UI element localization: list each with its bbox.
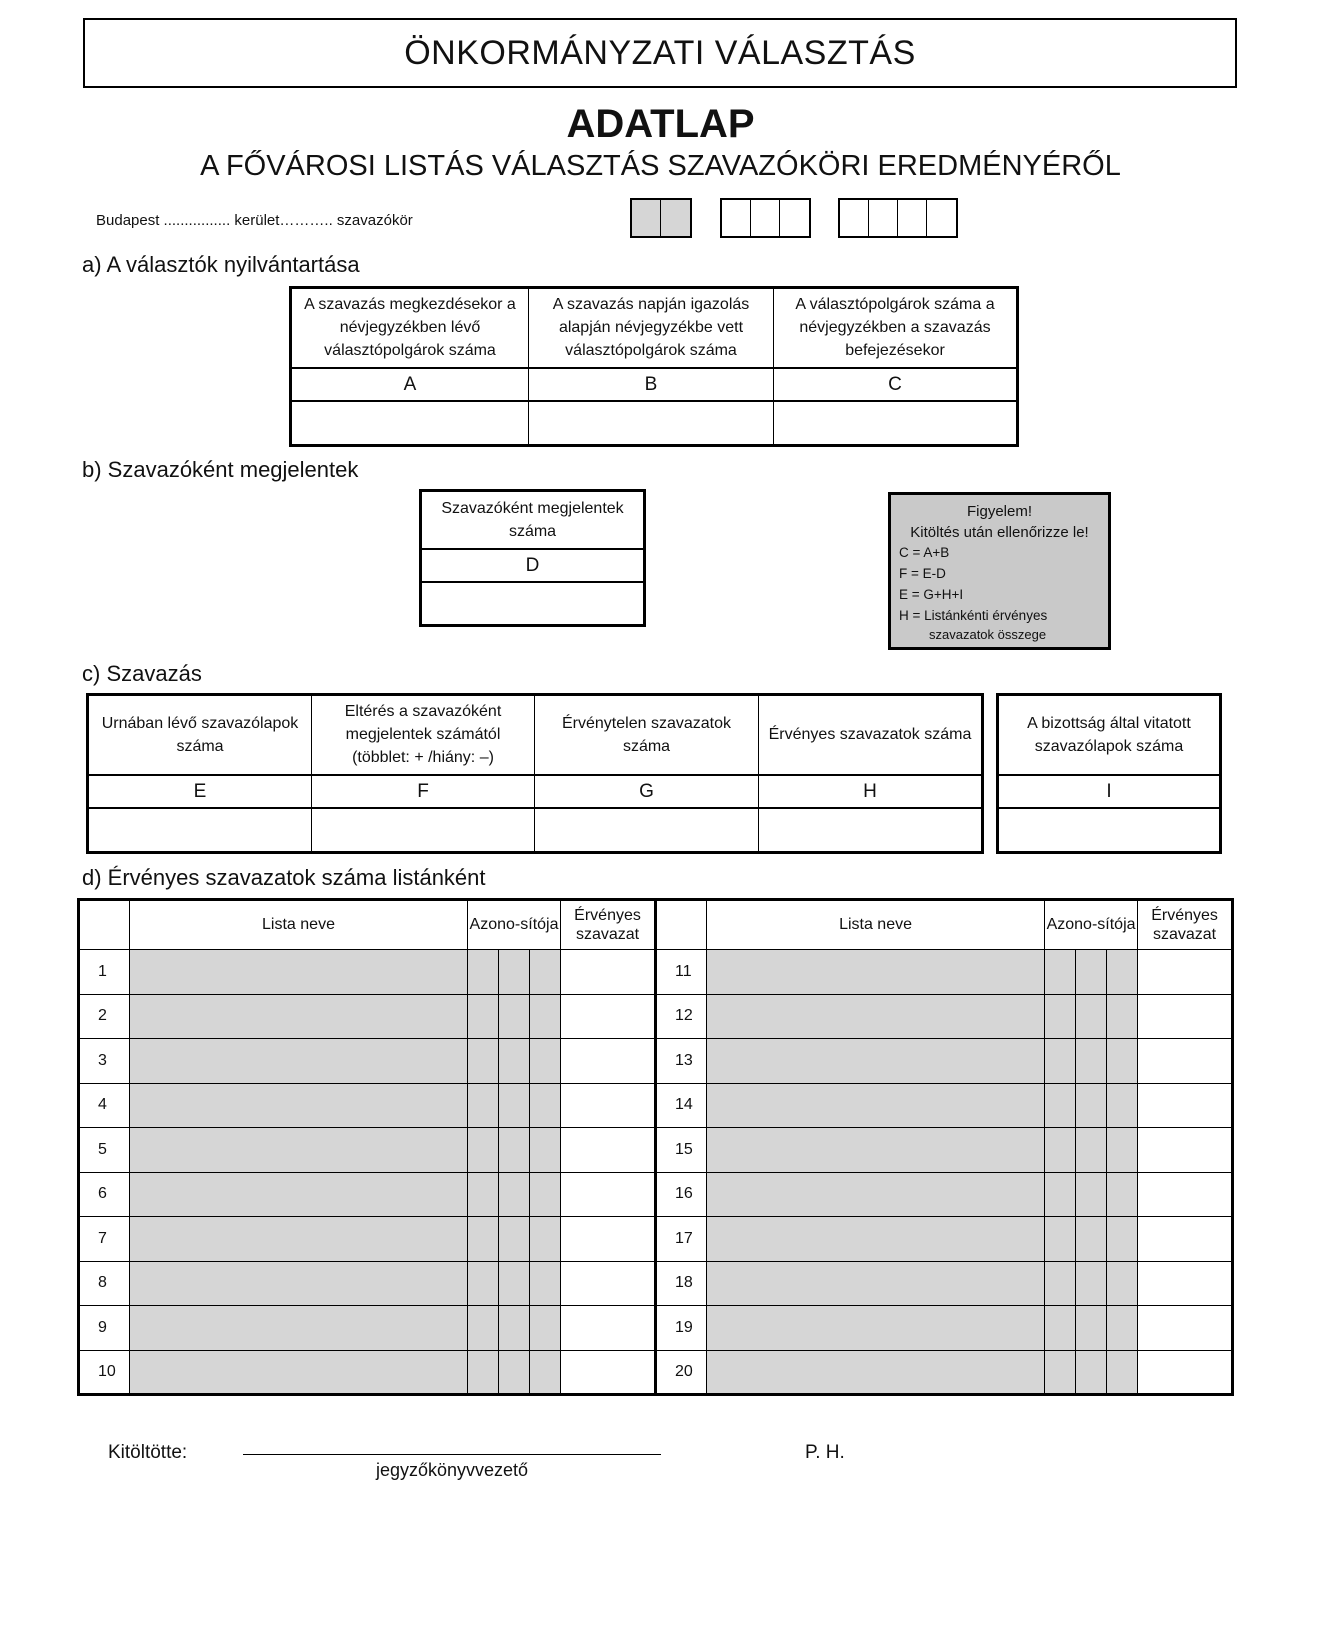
valid-votes-input[interactable] [561,1083,656,1128]
list-id-digit[interactable] [468,1128,499,1173]
valid-votes-input[interactable] [1138,1217,1233,1262]
list-name-input[interactable] [707,950,1045,995]
list-id-digit[interactable] [499,1350,530,1395]
table-row [79,1350,1233,1395]
district-number-boxes[interactable] [720,198,811,238]
list-id-digit[interactable] [499,1306,530,1351]
list-id-digit[interactable] [530,994,561,1039]
list-name-input[interactable] [707,1306,1045,1351]
list-name-input[interactable] [130,1172,468,1217]
list-id-digit[interactable] [468,950,499,995]
list-name-input[interactable] [707,1039,1045,1084]
col-label-i: A bizottság által vitatott szavazólapok száma [998,695,1221,775]
warning-rule: F = E-D [899,565,946,581]
row-number: 12 [656,994,707,1039]
list-id-digit[interactable] [530,1217,561,1262]
row-number: 13 [656,1039,707,1084]
code-digit[interactable] [722,200,751,236]
list-id-digit[interactable] [1045,1128,1076,1173]
valid-votes-header: Érvényes szavazat [1138,900,1233,950]
col-label-c: A választópolgárok száma a névjegyzékben a szavazás befejezésekor [774,288,1018,368]
list-id-digit[interactable] [1107,1039,1138,1084]
row-number: 11 [656,950,707,995]
list-id-digit[interactable] [1045,1350,1076,1395]
valid-votes-input[interactable] [561,1039,656,1084]
warning-subtitle: Kitöltés után ellenőrizze le! [910,524,1089,541]
row-number: 8 [79,1261,130,1306]
disputed-ballots-table [996,693,1222,854]
list-id-digit[interactable] [1076,1128,1107,1173]
col-letter-g: G [535,775,759,809]
table-row [79,1039,1233,1084]
col-letter-d: D [421,549,645,583]
col-letter-b: B [529,368,774,402]
code-digit[interactable] [869,200,898,236]
list-id-digit[interactable] [499,950,530,995]
list-id-digit[interactable] [1107,1217,1138,1262]
list-name-header: Lista neve [130,900,468,950]
input-a[interactable] [291,401,529,445]
valid-votes-input[interactable] [1138,1306,1233,1351]
col-letter-e: E [88,775,312,809]
list-id-digit[interactable] [530,1172,561,1217]
check-warning-box [888,492,1111,650]
row-number: 10 [79,1350,130,1395]
list-id-digit[interactable] [530,1350,561,1395]
input-i[interactable] [998,808,1221,852]
list-id-digit[interactable] [1045,1039,1076,1084]
input-f[interactable] [312,808,535,852]
input-g[interactable] [535,808,759,852]
valid-votes-input[interactable] [1138,1172,1233,1217]
row-number: 16 [656,1172,707,1217]
list-name-input[interactable] [707,1083,1045,1128]
list-id-digit[interactable] [499,994,530,1039]
list-id-digit[interactable] [1076,1306,1107,1351]
valid-votes-input[interactable] [1138,1083,1233,1128]
code-digit[interactable] [898,200,927,236]
row-number: 15 [656,1128,707,1173]
list-name-header: Lista neve [707,900,1045,950]
list-id-digit[interactable] [1045,1217,1076,1262]
col-label-a: A szavazás megkezdésekor a névjegyzékben lévő választópolgárok száma [291,288,529,368]
section-d-heading: d) Érvényes szavazatok száma listánként [82,865,486,890]
list-id-digit[interactable] [1107,1306,1138,1351]
col-label-h: Érvényes szavazatok száma [759,695,983,775]
code-digit[interactable] [661,200,690,236]
list-id-digit[interactable] [1076,994,1107,1039]
list-id-digit[interactable] [1076,1083,1107,1128]
valid-votes-input[interactable] [561,1172,656,1217]
code-digit[interactable] [632,200,661,236]
list-id-digit[interactable] [499,1261,530,1306]
list-id-digit[interactable] [468,1217,499,1262]
list-id-digit[interactable] [530,1261,561,1306]
list-id-digit[interactable] [1107,1350,1138,1395]
list-name-input[interactable] [707,1261,1045,1306]
valid-votes-input[interactable] [1138,1261,1233,1306]
list-name-input[interactable] [707,1217,1045,1262]
row-number: 20 [656,1350,707,1395]
section-b-heading: b) Szavazóként megjelentek [82,457,359,482]
form-subtitle: A FŐVÁROSI LISTÁS VÁLASZTÁS SZAVAZÓKÖRI EREDMÉNYÉRŐL [200,150,1121,182]
code-digit[interactable] [751,200,780,236]
col-letter-a: A [291,368,529,402]
row-number: 18 [656,1261,707,1306]
valid-votes-input[interactable] [1138,1128,1233,1173]
list-id-digit[interactable] [1107,950,1138,995]
col-letter-f: F [312,775,535,809]
list-name-input[interactable] [130,1128,468,1173]
valid-votes-input[interactable] [561,950,656,995]
input-d[interactable] [421,582,645,625]
row-number: 19 [656,1306,707,1351]
valid-votes-input[interactable] [1138,950,1233,995]
valid-votes-input[interactable] [1138,1039,1233,1084]
row-number-header [79,900,130,950]
list-id-digit[interactable] [1076,1350,1107,1395]
warning-rule: H = Listánkénti érvényes [899,607,1048,623]
list-id-digit[interactable] [1107,994,1138,1039]
col-label-g: Érvénytelen szavazatok száma [535,695,759,775]
list-id-digit[interactable] [1076,1217,1107,1262]
voter-register-table [289,286,1019,447]
filled-by-label: Kitöltötte: [108,1442,188,1463]
list-id-header: Azono-sítója [468,900,561,950]
list-id-digit[interactable] [1045,994,1076,1039]
list-id-digit[interactable] [530,1128,561,1173]
list-id-digit[interactable] [1076,1172,1107,1217]
row-number: 9 [79,1306,130,1351]
list-name-input[interactable] [130,1306,468,1351]
polling-station-boxes[interactable] [838,198,958,238]
list-id-digit[interactable] [1045,1172,1076,1217]
valid-votes-input[interactable] [1138,994,1233,1039]
table-row [79,994,1233,1039]
row-number-header [656,900,707,950]
list-id-digit[interactable] [499,1217,530,1262]
input-c[interactable] [774,401,1018,445]
list-name-input[interactable] [707,994,1045,1039]
input-h[interactable] [759,808,983,852]
list-name-input[interactable] [130,1261,468,1306]
list-id-digit[interactable] [468,1350,499,1395]
table-row [79,1128,1233,1173]
list-name-input[interactable] [707,1128,1045,1173]
row-number: 2 [79,994,130,1039]
input-e[interactable] [88,808,312,852]
warning-rule: C = A+B [899,545,950,560]
signature-role: jegyzőkönyvvezető [375,1460,529,1480]
list-id-digit[interactable] [1107,1083,1138,1128]
col-letter-i: I [998,775,1221,809]
list-id-digit[interactable] [1076,950,1107,995]
row-number: 17 [656,1217,707,1262]
row-number: 1 [79,950,130,995]
table-row [79,1172,1233,1217]
list-id-digit[interactable] [1045,1306,1076,1351]
warning-title: Figyelem! [966,503,1033,520]
election-title: ÖNKORMÁNYZATI VÁLASZTÁS [404,33,916,72]
table-row [79,1083,1233,1128]
list-id-digit[interactable] [1045,1083,1076,1128]
voters-appeared-table [419,489,646,627]
table-row [79,1261,1233,1306]
signature-line[interactable] [243,1454,661,1455]
list-id-digit[interactable] [468,1039,499,1084]
list-name-input[interactable] [130,994,468,1039]
col-letter-c: C [774,368,1018,402]
code-digit[interactable] [927,200,956,236]
list-name-input[interactable] [130,1217,468,1262]
list-id-digit[interactable] [1045,1261,1076,1306]
list-id-digit[interactable] [468,1306,499,1351]
list-id-digit[interactable] [499,1083,530,1128]
row-number: 7 [79,1217,130,1262]
list-id-digit[interactable] [499,1039,530,1084]
row-number: 4 [79,1083,130,1128]
row-number: 3 [79,1039,130,1084]
valid-votes-input[interactable] [561,1306,656,1351]
list-id-digit[interactable] [499,1128,530,1173]
list-id-digit[interactable] [1107,1172,1138,1217]
list-name-input[interactable] [130,1039,468,1084]
stamp-place: P. H. [805,1442,845,1463]
list-id-digit[interactable] [499,1172,530,1217]
list-id-digit[interactable] [1107,1128,1138,1173]
list-id-digit[interactable] [530,1306,561,1351]
warning-rule: E = G+H+I [899,586,964,602]
list-id-digit[interactable] [468,1172,499,1217]
list-id-digit[interactable] [530,950,561,995]
col-label-e: Urnában lévő szavazólapok száma [88,695,312,775]
valid-votes-input[interactable] [561,1261,656,1306]
list-name-input[interactable] [707,1172,1045,1217]
table-row [79,1306,1233,1351]
section-a-heading: a) A választók nyilvántartása [82,252,360,277]
row-number: 14 [656,1083,707,1128]
row-number: 6 [79,1172,130,1217]
list-name-input[interactable] [130,1350,468,1395]
voting-table [86,693,984,854]
valid-votes-header: Érvényes szavazat [561,900,656,950]
valid-votes-input[interactable] [561,1217,656,1262]
location-line: Budapest ................ kerület……….. szavazókör [96,212,413,229]
valid-votes-input[interactable] [1138,1350,1233,1395]
list-name-input[interactable] [130,1083,468,1128]
col-letter-h: H [759,775,983,809]
valid-votes-input[interactable] [561,1128,656,1173]
list-id-digit[interactable] [1045,950,1076,995]
list-id-digit[interactable] [468,994,499,1039]
code-digit[interactable] [840,200,869,236]
col-label-d: Szavazóként megjelentek száma [421,491,645,549]
table-row [79,1217,1233,1262]
section-c-heading: c) Szavazás [82,661,202,686]
list-name-input[interactable] [707,1350,1045,1395]
list-name-input[interactable] [130,950,468,995]
election-title-box [83,18,1237,88]
list-id-digit[interactable] [468,1083,499,1128]
list-votes-table [77,898,1234,1396]
warning-rule-tail: szavazatok összege [929,626,1047,642]
list-id-digit[interactable] [468,1261,499,1306]
list-id-digit[interactable] [530,1083,561,1128]
valid-votes-input[interactable] [561,1350,656,1395]
form-title: ADATLAP [566,102,755,146]
col-label-b: A szavazás napján igazolás alapján névjegyzékbe vett választópolgárok száma [529,288,774,368]
district-code-boxes[interactable] [630,198,692,238]
col-label-f: Eltérés a szavazóként megjelentek számától (többlet: + /hiány: –) [312,695,535,775]
list-id-digit[interactable] [1107,1261,1138,1306]
list-id-header: Azono-sítója [1045,900,1138,950]
list-id-digit[interactable] [1076,1039,1107,1084]
list-id-digit[interactable] [530,1039,561,1084]
row-number: 5 [79,1128,130,1173]
table-row [79,950,1233,995]
code-digit[interactable] [780,200,809,236]
list-id-digit[interactable] [1076,1261,1107,1306]
input-b[interactable] [529,401,774,445]
valid-votes-input[interactable] [561,994,656,1039]
